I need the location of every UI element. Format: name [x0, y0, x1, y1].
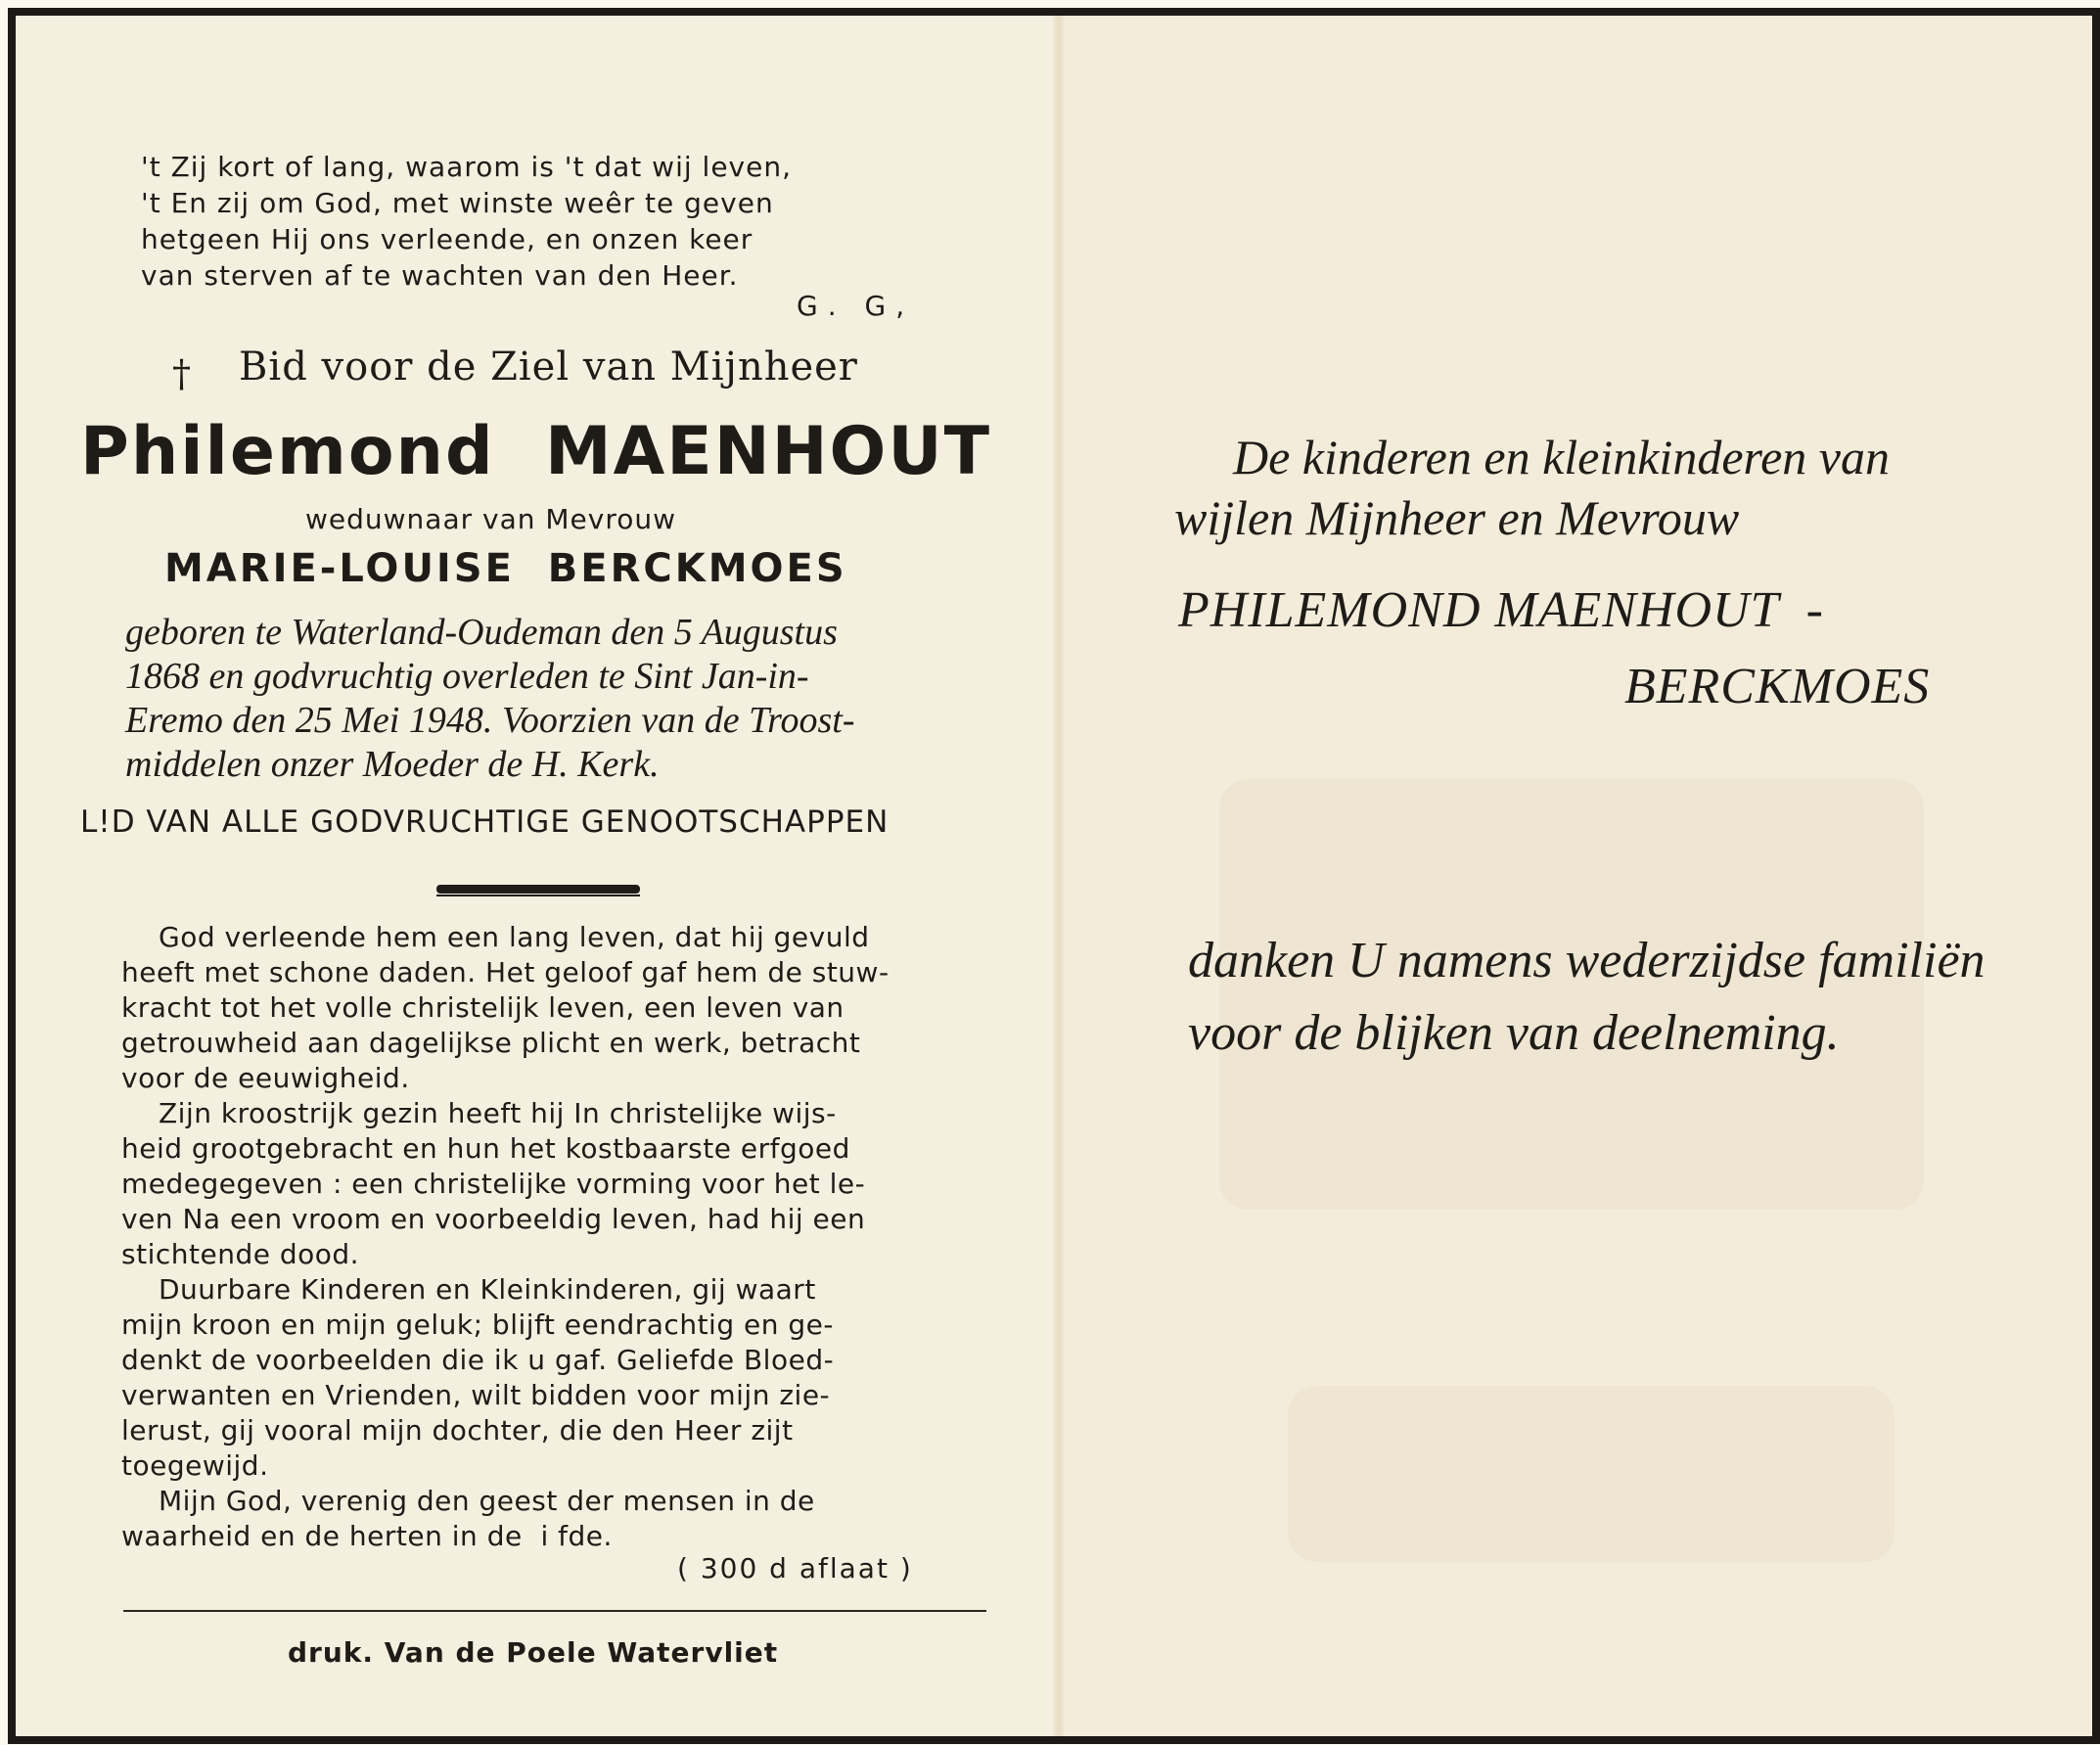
thanks-line-3: danken U namens wederzijdse familiën [1188, 933, 1986, 988]
ornamental-divider [436, 885, 640, 894]
footer-divider [123, 1610, 986, 1612]
thanks-line-2: wijlen Mijnheer en Mevrouw [1174, 490, 1740, 545]
biography [125, 611, 855, 787]
eulogy-line: waarheid en de herten in de i fde. [121, 1520, 613, 1552]
eulogy-line: getrouwheid aan dagelijkse plicht en werk, betracht [121, 1027, 861, 1059]
eulogy-line: mijn kroon en mijn geluk; blijft eendrachtig en ge- [121, 1309, 834, 1341]
eulogy-line: Mijn God, verenig den geest der mensen in de [159, 1485, 815, 1517]
bio-line: Eremo den 25 Mei 1948. Voorzien van de Troost- [125, 700, 855, 741]
prayer-intro: Bid voor de Ziel van Mijnheer [239, 344, 858, 390]
eulogy-line: kracht tot het volle christelijk leven, een leven van [121, 991, 845, 1024]
eulogy-line: ven Na een vroom en voorbeeldig leven, had hij een [121, 1203, 866, 1235]
eulogy-line: heeft met schone daden. Het geloof gaf hem de stuw- [121, 956, 890, 988]
family-name-line-1: PHILEMOND MAENHOUT - [1178, 582, 1824, 638]
thanks-line-4: voor de blijken van deelneming. [1188, 1005, 1840, 1061]
show-through-shadow [1288, 1386, 1895, 1562]
membership-line: L!D VAN ALLE GODVRUCHTIGE GENOOTSCHAPPEN [80, 804, 890, 840]
eulogy-line: heid grootgebracht en hun het kostbaarste erfgoed [121, 1132, 850, 1165]
bio-line: 1868 en godvruchtig overleden te Sint Jan-in- [125, 656, 809, 697]
bio-line: geboren te Waterland-Oudeman den 5 Augustus [125, 612, 838, 653]
eulogy-line: medegegeven : een christelijke vorming voor het le- [121, 1168, 866, 1200]
poem-line: 't Zij kort of lang, waarom is 't dat wij leven, [141, 151, 792, 183]
eulogy-line: denkt de voorbeelden die ik u gaf. Geliefde Bloed- [121, 1344, 835, 1376]
printer-credit: druk. Van de Poele Watervliet [288, 1636, 779, 1669]
poem-line: 't En zij om God, met winste weêr te geven [141, 187, 774, 219]
eulogy-text [121, 920, 890, 1554]
eulogy-line: Duurbare Kinderen en Kleinkinderen, gij waart [159, 1273, 816, 1306]
deceased-name: Philemond MAENHOUT [80, 413, 991, 490]
ornamental-divider-line [436, 895, 640, 896]
show-through-shadow [1219, 779, 1924, 1210]
family-name-line-2: BERCKMOES [1624, 659, 1931, 714]
eulogy-line: voor de eeuwigheid. [121, 1062, 410, 1094]
eulogy-line: verwanten en Vrienden, wilt bidden voor mijn zie- [121, 1379, 831, 1411]
thanks-line-1: De kinderen en kleinkinderen van [1233, 430, 1890, 484]
poem-signature: G. G, [797, 290, 915, 322]
widower-line: weduwnaar van Mevrouw [305, 503, 677, 535]
eulogy-line: God verleende hem een lang leven, dat hij gevuld [159, 921, 870, 953]
eulogy-line: stichtende dood. [121, 1238, 360, 1270]
indulgence-note: ( 300 d aflaat ) [677, 1552, 913, 1584]
poem-line: hetgeen Hij ons verleende, en onzen keer [141, 223, 753, 255]
poem [141, 149, 792, 294]
eulogy-line: Zijn kroostrijk gezin heeft hij In christelijke wijs- [159, 1097, 837, 1129]
eulogy-line: lerust, gij vooral mijn dochter, die den Heer zijt [121, 1414, 794, 1447]
eulogy-line: toegewijd. [121, 1449, 269, 1482]
card-fold [1053, 16, 1065, 1736]
spouse-name: MARIE-LOUISE BERCKMOES [164, 546, 847, 591]
bio-line: middelen onzer Moeder de H. Kerk. [125, 744, 660, 785]
poem-line: van sterven af te wachten van den Heer. [141, 259, 739, 292]
cross-icon: † [172, 352, 191, 395]
